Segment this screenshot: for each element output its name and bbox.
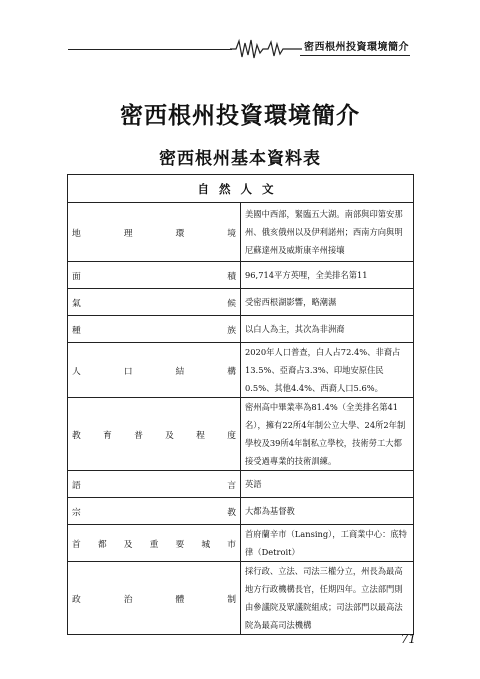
table-row — [68, 398, 414, 471]
table-row — [68, 562, 414, 635]
table-row — [68, 525, 414, 562]
row-label: 人口結構 — [68, 343, 241, 398]
row-value: 採行政、立法、司法三權分立，州長為最高地方行政機構長官，任期四年。立法部門則由參議院及眾議院組成；司法部門以最高法院為最高司法機構 — [241, 562, 414, 635]
row-label: 地理環境 — [68, 203, 241, 262]
table-row — [68, 498, 414, 525]
row-value: 2020年人口普查，白人占72.4%、非裔占13.5%、亞裔占3.3%、印地安原住民0.5%、其他4.4%、西裔人口5.6%。 — [241, 343, 414, 398]
header-rule — [68, 49, 232, 50]
running-header-title: 密西根州投資環境簡介 — [304, 42, 409, 53]
row-value: 以白人為主，其次為非洲裔 — [241, 316, 414, 343]
row-value: 美國中西部，緊臨五大湖。南部與印第安那州、俄亥俄州以及伊利諾州；西南方向與明尼蘇達州及威斯康辛州接壤 — [241, 203, 414, 262]
table-row — [68, 343, 414, 398]
table-row — [68, 203, 414, 262]
row-value: 英語 — [241, 471, 414, 498]
table-row — [68, 316, 414, 343]
row-label: 政治體制 — [68, 562, 241, 635]
page-number: 71 — [400, 632, 416, 646]
table-row — [68, 262, 414, 289]
row-label: 語言 — [68, 471, 241, 498]
row-value: 密州高中畢業率為81.4%（全美排名第41名），擁有22所4年制公立大學、24所2年制學校及39所4年制私立學校，技術勞工大都接受過專業的技術訓練。 — [241, 398, 414, 471]
page-title: 密西根州投資環境簡介 — [120, 103, 360, 129]
row-label: 教育普及程度 — [68, 398, 241, 471]
row-label: 首都及重要城市 — [68, 525, 241, 562]
row-label: 面積 — [68, 262, 241, 289]
row-label: 氣候 — [68, 289, 241, 316]
header-rule-right — [300, 55, 410, 56]
table-row — [68, 471, 414, 498]
row-value: 大都為基督教 — [241, 498, 414, 525]
page-subtitle: 密西根州基本資料表 — [159, 149, 321, 169]
pulse-line-icon — [230, 38, 302, 60]
row-value: 首府蘭辛市（Lansing），工商業中心：底特律（Detroit） — [241, 525, 414, 562]
basic-info-table — [67, 174, 414, 635]
row-value: 受密西根湖影響，略潮濕 — [241, 289, 414, 316]
row-label: 宗教 — [68, 498, 241, 525]
table-row — [68, 289, 414, 316]
row-label: 種族 — [68, 316, 241, 343]
section-header-row — [68, 175, 414, 203]
section-header: 自然人文 — [68, 175, 414, 203]
row-value: 96,714平方英哩，全美排名第11 — [241, 262, 414, 289]
